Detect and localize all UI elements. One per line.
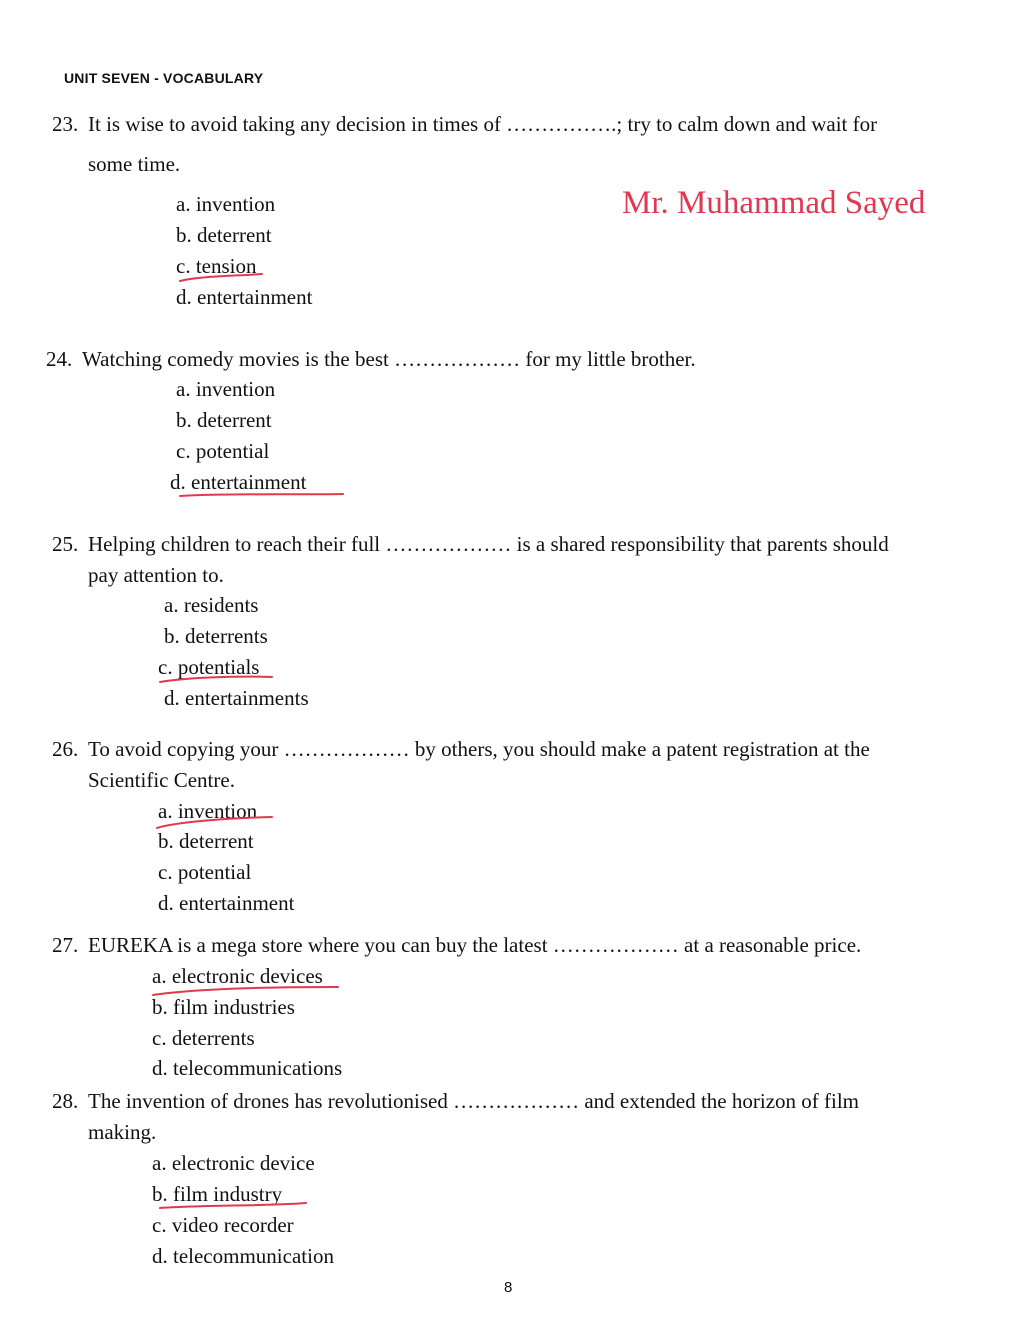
option-c: c. potential	[176, 439, 270, 463]
question-number: 28.	[52, 1089, 79, 1113]
option-b: b. film industries	[152, 995, 295, 1019]
page-number: 8	[504, 1279, 513, 1296]
option-a: a. electronic devices	[152, 964, 323, 988]
question-number: 26.	[52, 737, 79, 761]
option-b: b. film industry	[152, 1182, 283, 1206]
option-d: d. entertainment	[170, 470, 307, 494]
option-a: a. residents	[164, 593, 259, 617]
unit-header: UNIT SEVEN - VOCABULARY	[64, 70, 264, 86]
option-c: c. potential	[158, 860, 252, 884]
question-text: Watching comedy movies is the best ……………… for my little brother.	[82, 347, 696, 371]
option-d: d. telecommunication	[152, 1244, 334, 1268]
option-d: d. entertainment	[176, 285, 313, 309]
question-text-continued: pay attention to.	[88, 563, 224, 587]
question-number: 27.	[52, 933, 79, 957]
option-a: a. electronic device	[152, 1151, 315, 1175]
option-a: a. invention	[158, 799, 258, 823]
option-c: c. video recorder	[152, 1213, 294, 1237]
option-c: c. potentials	[158, 655, 260, 679]
question-text: It is wise to avoid taking any decision in times of …………….; try to calm down and wait for	[88, 112, 878, 136]
option-d: d. entertainment	[158, 891, 295, 915]
answer-underline-q27	[153, 987, 338, 995]
author-watermark: Mr. Muhammad Sayed	[622, 185, 926, 221]
option-b: b. deterrents	[164, 624, 268, 648]
option-b: b. deterrent	[176, 408, 272, 432]
question-text: Helping children to reach their full ……………… is a shared responsibility that parents should	[88, 532, 889, 556]
option-b: b. deterrent	[176, 223, 272, 247]
option-d: d. entertainments	[164, 686, 309, 710]
question-number: 23.	[52, 112, 79, 136]
question-text: The invention of drones has revolutionised ……………… and extended the horizon of film	[88, 1089, 860, 1113]
option-c: c. deterrents	[152, 1026, 255, 1050]
question-number: 25.	[52, 532, 79, 556]
answer-underline-q24	[180, 494, 343, 496]
question-text-continued: some time.	[88, 152, 181, 176]
option-a: a. invention	[176, 192, 276, 216]
option-b: b. deterrent	[158, 829, 254, 853]
option-d: d. telecommunications	[152, 1056, 343, 1080]
question-text-continued: Scientific Centre.	[88, 768, 235, 792]
question-text: To avoid copying your ……………… by others, you should make a patent registration at the	[88, 737, 870, 761]
question-text: EUREKA is a mega store where you can buy the latest ……………… at a reasonable price.	[88, 933, 862, 957]
option-c: c. tension	[176, 254, 257, 278]
option-a: a. invention	[176, 377, 276, 401]
question-text-continued: making.	[88, 1120, 157, 1144]
question-number: 24.	[46, 347, 73, 371]
